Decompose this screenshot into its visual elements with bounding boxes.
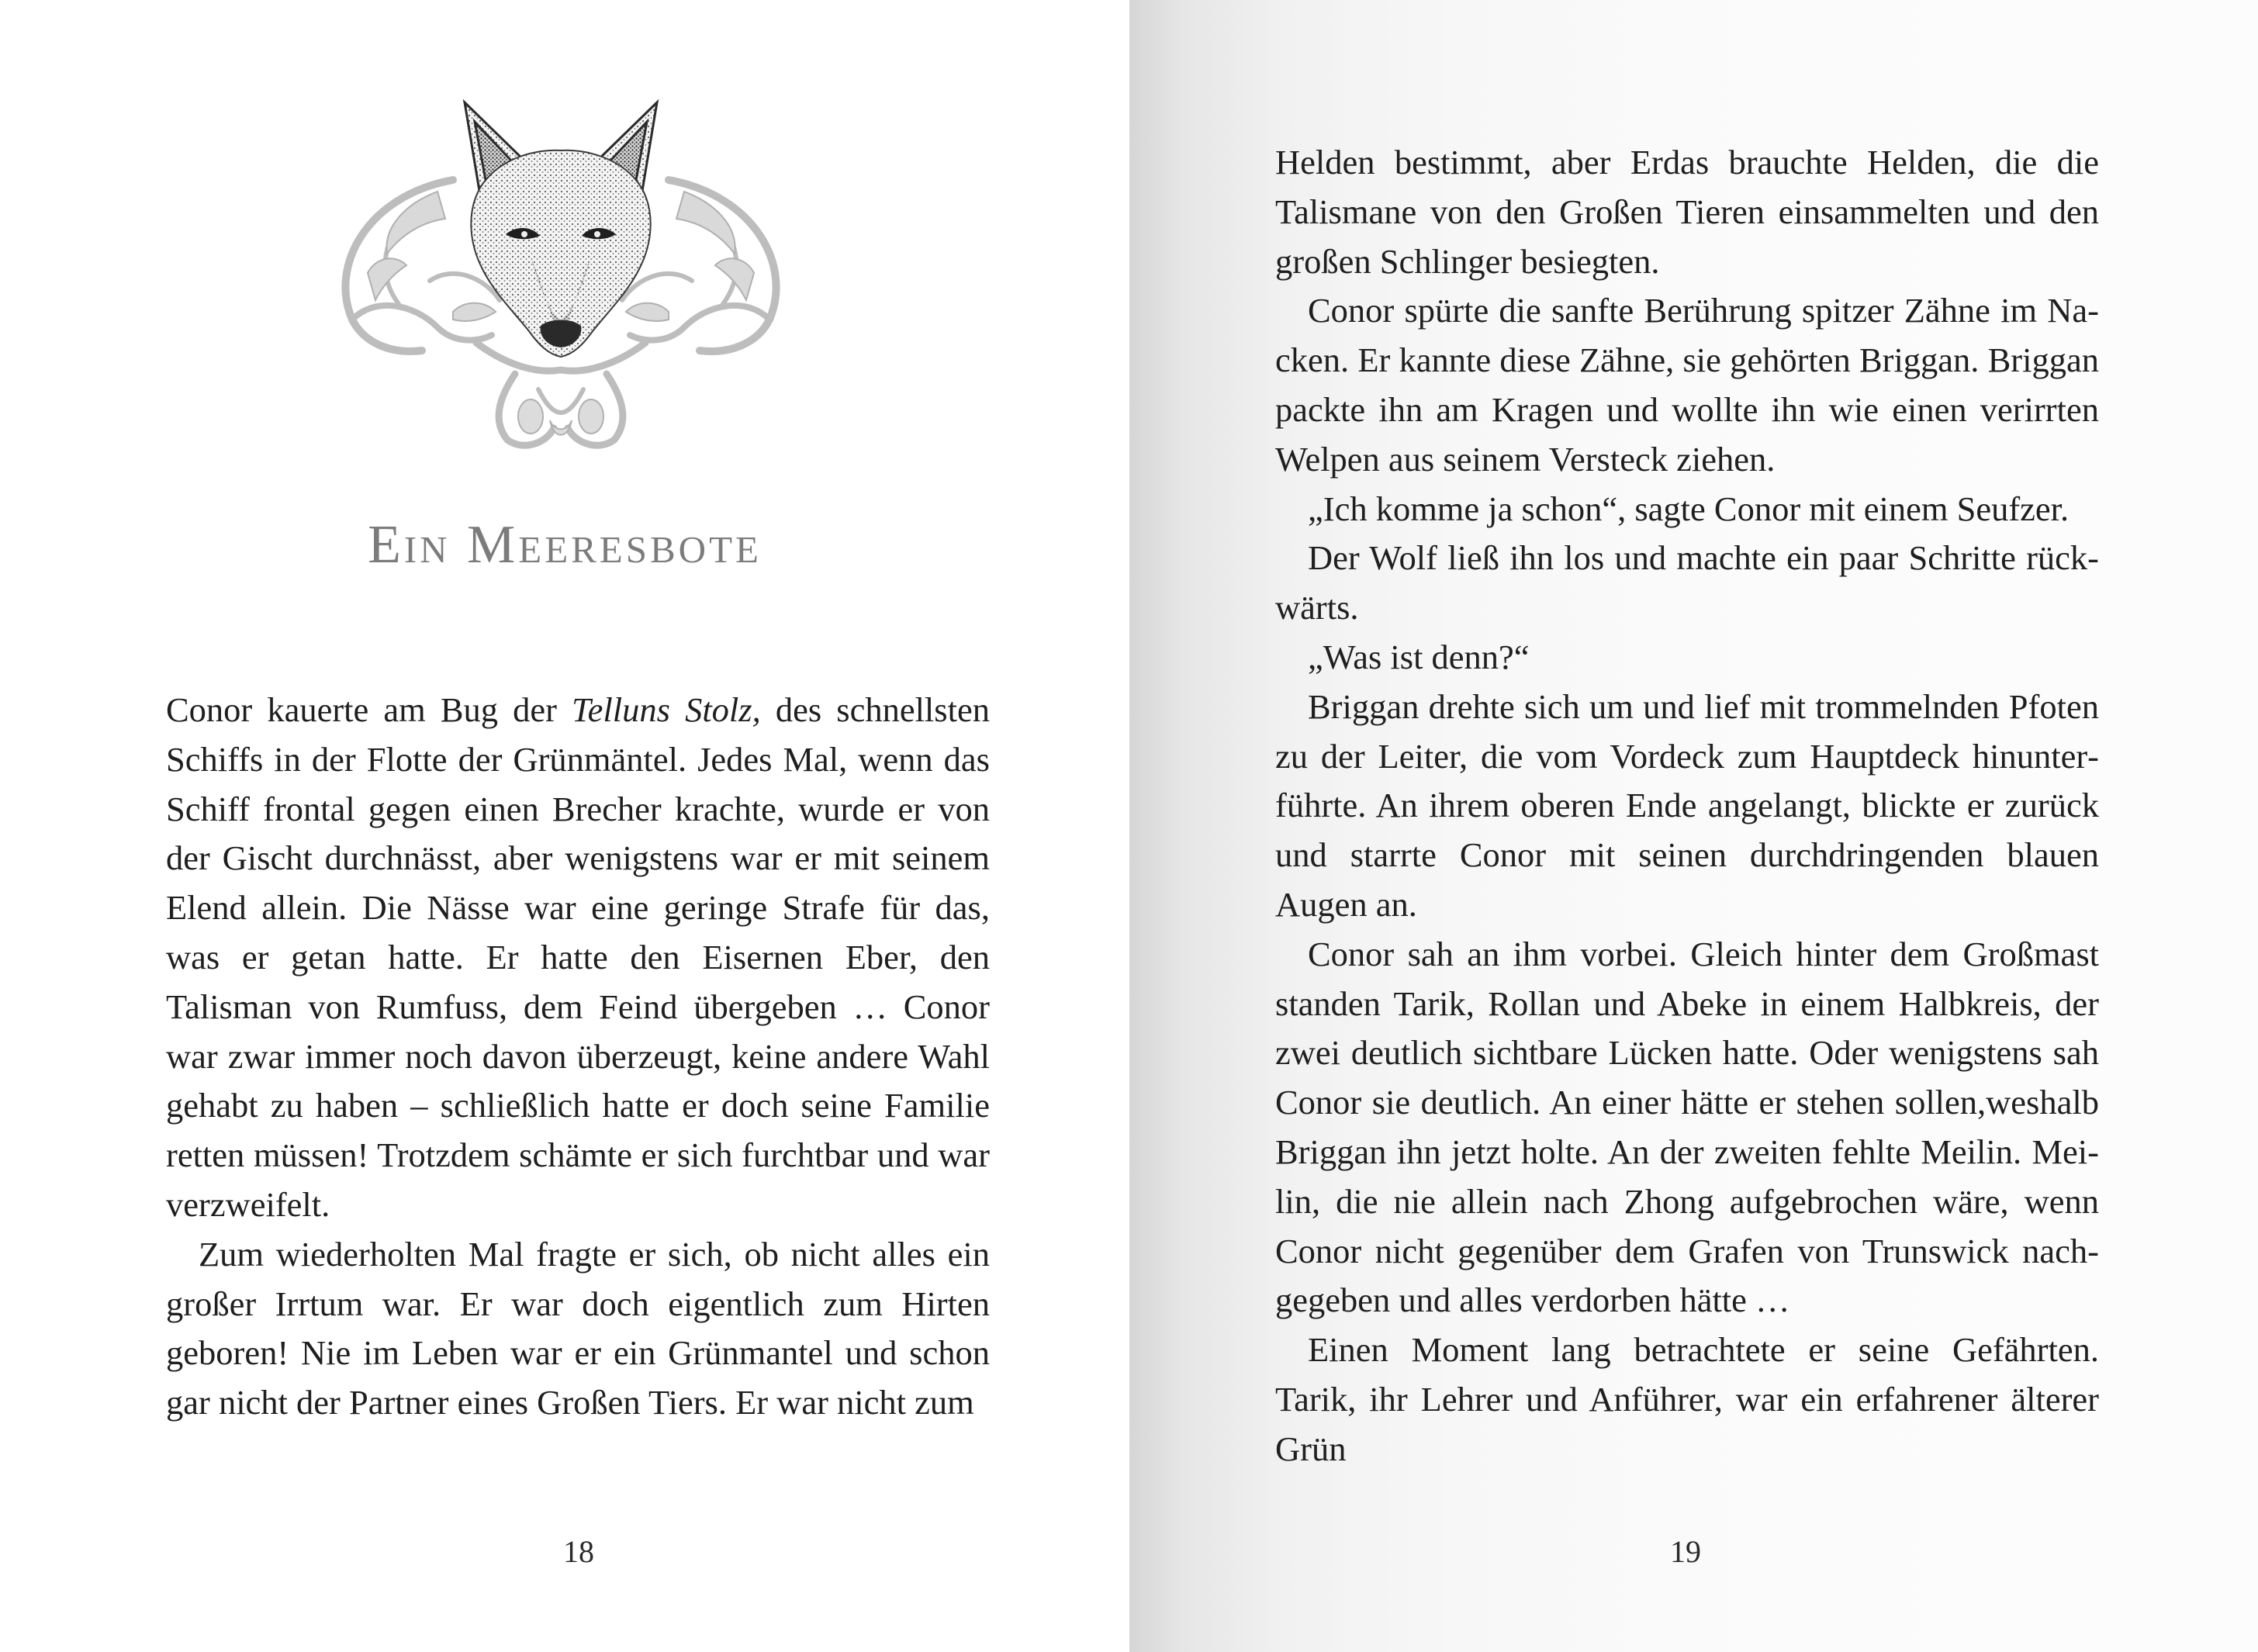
page-number-left: 18 [563,1534,594,1569]
paragraph: Conor sah an ihm vorbei. Gleich hinter dem Großmast standen Tarik, Rollan und Abeke in einem Halbkreis, der zwei deutlich sichtbare Lücken hatte. Oder wenigstens sah Conor sie deutlich. An einer hätte er stehen sollen,weshalb Briggan ihn jetzt holte. An der zweiten fehlte Meilin. Meilin, die nie allein nach Zhong aufgebrochen wäre, wenn Conor nicht gegenüber dem Grafen von Trunswick nachgegeben und alles verdorben hätte … [1275,934,2099,1320]
paragraph: „Was ist denn?“ [1308,637,1530,676]
left-page-body [166,686,990,1428]
paragraph: Der Wolf ließ ihn los und machte ein paar Schritte rückwärts. [1275,538,2099,627]
page-number-right: 19 [1670,1534,1701,1569]
right-page-body [1275,138,2099,1474]
paragraph: Conor spürte die sanfte Berührung spitzer Zähne im Nacken. Er kannte diese Zähne, sie gehörten Briggan. Briggan packte ihn am Kragen und wollte ihn wie einen verirrten Welpen aus seinem Versteck ziehen. [1275,291,2099,479]
chapter-title: Ein Meeresbote [368,515,762,575]
right-page [1129,0,2258,1652]
ship-name: Telluns Stolz, [572,690,761,729]
paragraph: Helden bestimmt, aber Erdas brauchte Helden, die die Talismane von den Großen Tieren einsammelten und den großen Schlinger besiegten. [1275,143,2099,281]
paragraph: Conor kauerte am Bug der Telluns Stolz, des schnellsten Schiffs in der Flotte der Grünmäntel. Jedes Mal, wenn das Schiff frontal gegen einen Brecher krachte, wurde er von der Gischt durchnässt, aber wenigstens war er mit seinem Elend allein. Die Nässe war eine geringe Strafe für das, was er getan hatte. Er hatte den Eisernen Eber, den Talisman von Rumfuss, dem Feind übergeben … Conor war zwar immer noch davon überzeugt, keine andere Wahl gehabt zu haben – schließlich hatte er doch seine Familie retten müssen! Trotzdem schämte er sich furchtbar und war verzweifelt. [166,690,990,1224]
paragraph: Einen Moment lang betrachtete er seine Gefährten. Tarik, ihr Lehrer und Anführer, war ein erfahrener älterer Grün [1275,1330,2099,1468]
ornament-bottom-fill [518,399,603,435]
paragraph: „Ich komme ja schon“, sagte Conor mit einem Seufzer. [1308,489,2070,528]
paragraph: Briggan drehte sich um und lief mit trommelnden Pfoten zu der Leiter, die vom Vordeck zum Hauptdeck hinunterführte. An ihrem oberen Ende angelangt, blickte er zurück und starrte Conor mit seinen durchdringenden blauen Augen an. [1275,686,2099,924]
paragraph: Zum wiederholten Mal fragte er sich, ob nicht alles ein großer Irrtum war. Er war doch eigentlich zum Hirten geboren! Nie im Leben war er ein Grünmantel und schon gar nicht der Partner eines Großen Tiers. Er war nicht zum [166,1234,990,1422]
wolf-head-emblem-icon [321,87,801,454]
